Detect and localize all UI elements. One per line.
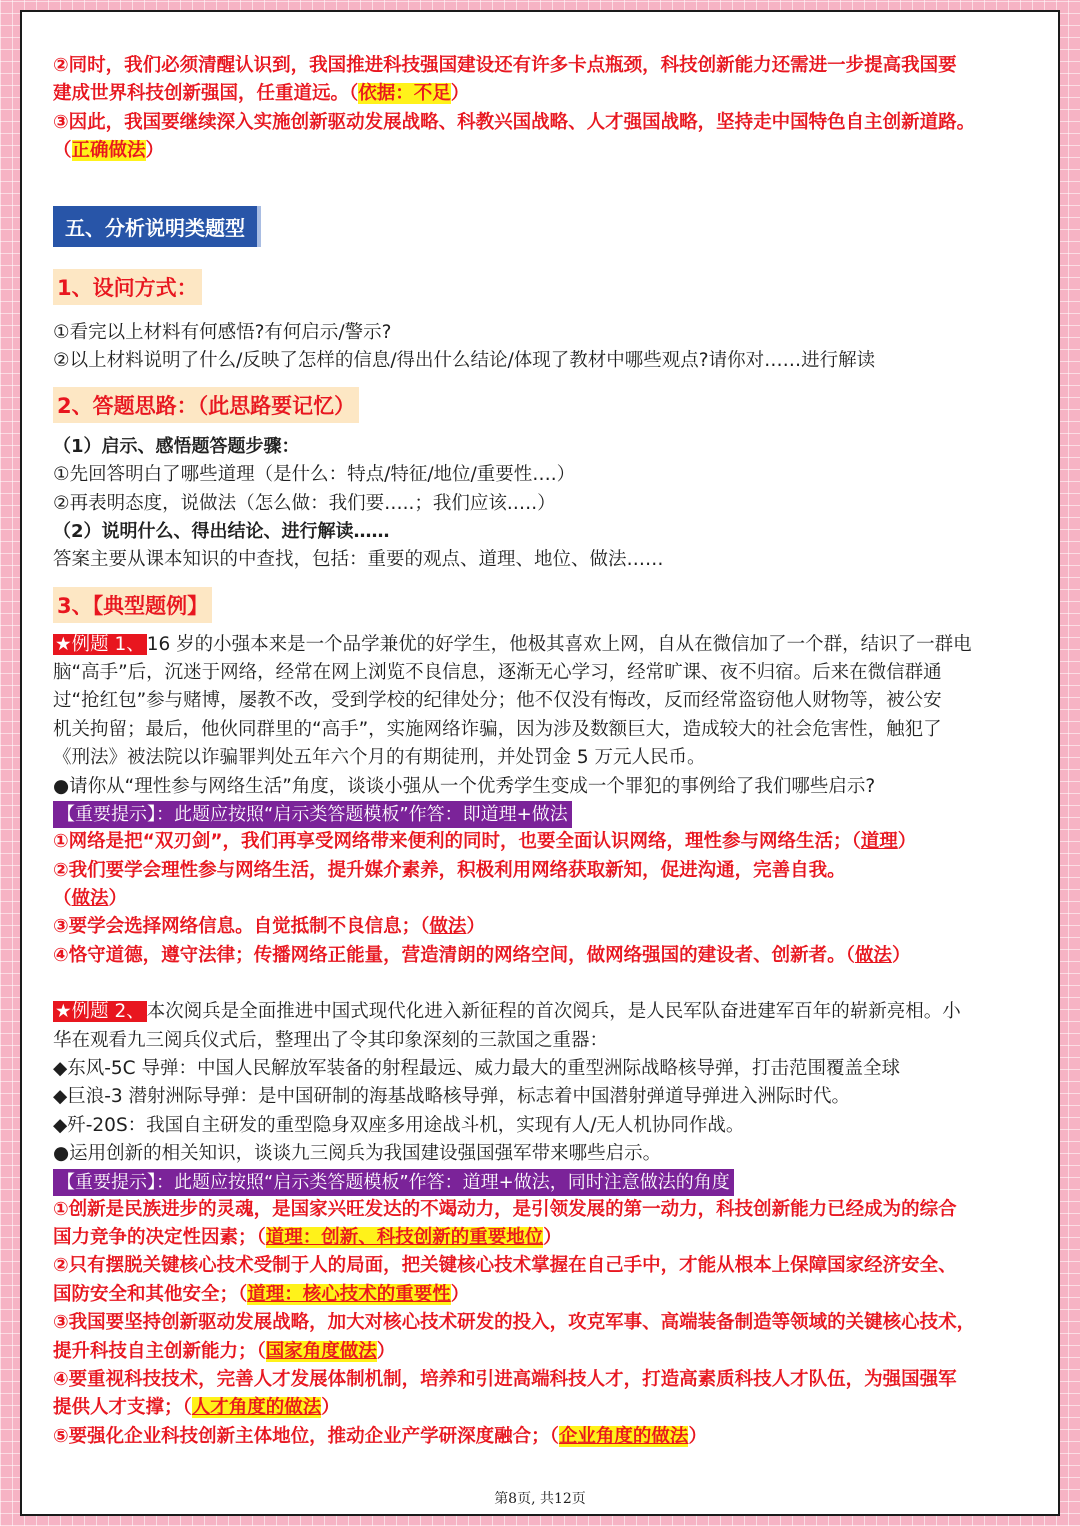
answer-line: ②我们要学会理性参与网络生活，提升媒介素养，积极利用网络获取新知，促进沟通，完善自我。 (53, 859, 846, 881)
important-tip: 【重要提示】：此题应按照“启示类答题模板”作答：道理+做法，同时注意做法的角度 (53, 1169, 734, 1196)
text-span: （ (53, 887, 72, 909)
text-span: 提升科技自主创新能力；（ (53, 1340, 266, 1362)
text-span: ） (688, 1425, 707, 1447)
text-line: 华在观看九三阅兵仪式后，整理出了令其印象深刻的三款国之重器： (53, 1029, 609, 1051)
text-span: ） (466, 916, 485, 938)
text-line: 机关拘留；最后，他伙同群里的“高手”，实施网络诈骗，因为涉及数额巨大，造成较大的社会危害性，触犯了 (53, 718, 942, 740)
answer-line (53, 1338, 1038, 1366)
highlight-note: 道理：创新、科技创新的重要地位 (265, 1226, 544, 1248)
text-span: （ (53, 140, 72, 162)
text-line: ②以上材料说明了什么/反映了怎样的信息/得出什么结论/体现了教材中哪些观点?请你对……进行解读 (53, 350, 876, 372)
text-span: ⑤要强化企业科技创新主体地位，推动企业产学研深度融合；（ (53, 1425, 559, 1447)
text-span: ） (450, 83, 470, 105)
text-line: 过“抢红包”参与赌博，屡教不改，受到学校的纪律处分；他不仅没有悔改，反而经常盗窃他人财物等，被公安 (53, 690, 942, 712)
page-number: 第8页, 共12页 (494, 1491, 586, 1507)
underline-note: 做法 (854, 944, 892, 966)
subsection-title: 2、答题思路：（此思路要记忆） (53, 387, 359, 423)
answer-line: ③我国要坚持创新驱动发展战略，加大对核心技术研发的投入，攻克军事、高端装备制造等领域的关键核心技术， (53, 1312, 976, 1334)
text-span: 国力竞争的决定性因素；（ (53, 1226, 266, 1248)
text-span: ③要学会选择网络信息。自觉抵制不良信息；（ (53, 916, 430, 938)
example-line (53, 631, 1038, 659)
answer-line (53, 828, 1038, 856)
bullet-line: ◆巨浪-3 潜射洲际导弹：是中国研制的海基战略核导弹，标志着中国潜射弹道导弹进入洲际时代。 (53, 1086, 851, 1108)
answer-line (53, 1281, 1038, 1309)
text-line: ①先回答明白了哪些道理（是什么：特点/特征/地位/重要性….） (53, 464, 576, 486)
text-line: 答案主要从课本知识的中查找，包括：重要的观点、道理、地位、做法…… (53, 549, 664, 571)
answer-line (53, 942, 1038, 970)
important-tip: 【重要提示】：此题应按照“启示类答题模板”作答：即道理+做法 (53, 801, 572, 828)
text-span: 提供人才支撑；（ (53, 1397, 192, 1419)
text-span: ） (145, 140, 165, 162)
text-span: ） (891, 944, 911, 966)
text-span: ④恪守道德，遵守法律；传播网络正能量，营造清朗的网络空间，做网络强国的建设者、创新者。（ (53, 944, 855, 966)
text-span: ） (376, 1340, 396, 1362)
answer-line: ②只有摆脱关键核心技术受制于人的局面，把关键核心技术掌握在自己手中，才能从根本上保障国家经济安全、 (53, 1255, 957, 1277)
text-span: ①网络是把“双刃剑”，我们再享受网络带来便利的同时，也要全面认识网络，理性参与网络生活；（ (53, 831, 861, 853)
underline-note: 做法 (429, 916, 467, 938)
highlight-note: 道理：核心技术的重要性 (247, 1283, 451, 1305)
bullet-line: ◆东风-5C 导弹：中国人民解放军装备的射程最远、威力最大的重型洲际战略核导弹，打击范围覆盖全球 (53, 1057, 900, 1079)
highlight-note: 企业角度的做法 (558, 1425, 689, 1447)
text-span: ） (450, 1283, 470, 1305)
answer-line: ④要重视科技技术，完善人才发展体制机制，培养和引进高端科技人才，打造高素质科技人才队伍，为强国强军 (53, 1369, 957, 1390)
text-span: 国防安全和其他安全；（ (53, 1283, 248, 1305)
answer-line: ①创新是民族进步的灵魂，是国家兴旺发达的不竭动力，是引领发展的第一动力，科技创新能力已经成为的综合 (53, 1198, 957, 1220)
underline-note: 做法 (71, 887, 109, 909)
answer-line (53, 1394, 1038, 1422)
text-heading: （1）启示、感悟题答题步骤： (53, 436, 300, 458)
bullet-line: ◆歼-20S：我国自主研发的重型隐身双座多用途战斗机，实现有人/无人机协同作战。 (53, 1114, 745, 1136)
text-line: ②再表明态度，说做法（怎么做：我们要…..；我们应该.….） (53, 492, 556, 514)
text-span: ） (897, 831, 917, 853)
text-span: ） (543, 1226, 562, 1248)
example-tag: ★例题 2、 (55, 1001, 145, 1023)
highlight-note: 人才角度的做法 (191, 1397, 322, 1419)
question-line: ●运用创新的相关知识，谈谈九三阅兵为我国建设强国强军带来哪些启示。 (53, 1143, 662, 1165)
subsection-title: 3、【典型题例】 (53, 587, 212, 623)
answer-line (53, 885, 1038, 913)
highlight-note: 国家角度做法 (265, 1340, 377, 1362)
highlight-note: 依据：不足 (358, 83, 451, 105)
highlight-note: 正确做法 (71, 140, 146, 162)
text-line: ②同时，我们必须清醒认识到，我国推进科技强国建设还有许多卡点瓶颈，科技创新能力还需进一步提高我国要 (53, 55, 957, 76)
text-line: 《刑法》被法院以诈骗罪判处五年六个月的有期徒刑，并处罚金 5 万元人民币。 (53, 747, 706, 769)
text-span: 建成世界科技创新强国，任重道远。（ (53, 83, 359, 105)
text-line: ③因此，我国要继续深入实施创新驱动发展战略、科教兴国战略、人才强国战略，坚持走中国特色自主创新道路。 (53, 111, 976, 133)
underline-note: 道理 (860, 831, 898, 853)
page-content (53, 52, 1038, 1451)
document-page (20, 10, 1060, 1516)
text-span: ） (108, 887, 128, 909)
example-tag: ★例题 1、 (55, 633, 145, 655)
text-heading: （2）说明什么、得出结论、进行解读…… (53, 521, 390, 543)
text-span: 16 岁的小强本来是一个品学兼优的好学生，他极其喜欢上网，自从在微信加了一个群，结识了一群电 (146, 633, 972, 655)
text-line (53, 137, 1038, 165)
section-title: 五、分析说明类题型 (53, 206, 261, 247)
answer-line (53, 1423, 1038, 1451)
example-line (53, 998, 1038, 1026)
answer-line (53, 913, 1038, 941)
question-line: ●请你从“理性参与网络生活”角度，谈谈小强从一个优秀学生变成一个罪犯的事例给了我们哪些启示? (53, 775, 876, 797)
text-span: 本次阅兵是全面推进中国式现代化进入新征程的首次阅兵，是人民军队奋进建军百年的崭新亮相。小 (146, 1001, 961, 1023)
text-line: ①看完以上材料有何感悟?有何启示/警示? (53, 321, 392, 343)
text-line (53, 80, 1038, 108)
answer-line (53, 1224, 1038, 1252)
text-line: 脑“高手”后，沉迷于网络，经常在网上浏览不良信息，逐渐无心学习，经常旷课、夜不归宿。后来在微信群通 (53, 662, 942, 684)
subsection-title: 1、设问方式： (53, 269, 202, 305)
text-span: ） (321, 1397, 340, 1419)
